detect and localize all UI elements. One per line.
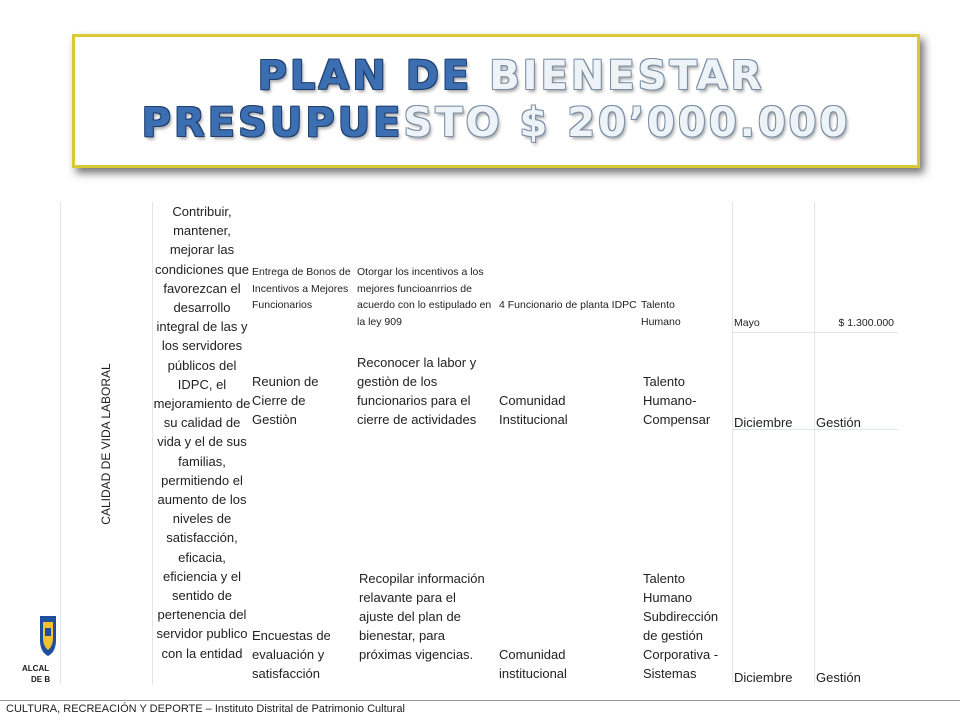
category-label: CALIDAD DE VIDA LABORAL	[99, 363, 113, 525]
title-banner	[72, 34, 920, 168]
row2-responsible: Talento Humano- Compensar	[643, 374, 711, 427]
title-budget-amount: STO $ 20’000.000	[403, 100, 851, 146]
row1-responsible: Talento Humano	[641, 299, 681, 328]
alcaldia-logo	[22, 614, 58, 690]
logo-text-1: ALCAL	[22, 664, 50, 673]
row1-description: Otorgar los incentivos a los mejores funcioanrrios de acuerdo con lo estipulado en la ley 909	[357, 266, 492, 328]
row2-population: Comunidad Institucional	[499, 393, 568, 427]
footer-text: CULTURA, RECREACIÓN Y DEPORTE – Instituto Distrital de Patrimonio Cultural	[6, 703, 405, 715]
title-plan-de: PLAN DE	[257, 53, 473, 99]
title-bienestar: BIENESTAR	[472, 53, 765, 99]
logo-text-2: DE B	[31, 675, 51, 684]
row1-budget: $ 1.300.000	[838, 317, 894, 329]
row3-description: Recopilar información relavante para el ajuste del plan de bienestar, para próximas vigencias.	[359, 571, 485, 662]
row1-population: 4 Funcionario de planta IDPC	[499, 299, 637, 311]
grid-line	[732, 202, 733, 685]
row3-responsible: Talento Humano Subdirección de gestión Corporativa - Sistemas	[643, 571, 719, 681]
plan-table	[60, 202, 898, 685]
footer-divider	[0, 700, 960, 701]
row2-activity: Reunion de Cierre de Gestiòn	[252, 374, 319, 427]
row3-activity: Encuestas de evaluación y satisfacción	[252, 628, 331, 681]
row2-budget: Gestión	[816, 415, 861, 430]
row1-date: Mayo	[734, 317, 760, 329]
row2-date: Diciembre	[734, 415, 793, 430]
row3-population: Comunidad institucional	[499, 647, 567, 681]
title-presupue: PRESUPUE	[141, 100, 404, 146]
objective-text: Contribuir, mantener, mejorar las condiciones que favorezcan el desarrollo integral de las y los servidores públicos del IDPC, el mejoramiento de su calidad de vida y el de sus familias, permitiendo el aumento de los niveles de satisfacción, eficacia, eficiencia y el sentido de pertenencia del servidor publico con la entidad	[153, 204, 251, 661]
grid-line	[732, 332, 898, 333]
grid-line	[814, 202, 815, 685]
row3-budget: Gestión	[816, 670, 861, 685]
shield-icon	[28, 614, 58, 658]
title-line-2	[75, 101, 917, 145]
row2-description: Reconocer la labor y gestiòn de los funcionarios para el cierre de actividades	[357, 355, 477, 427]
title-line-1	[75, 54, 917, 98]
category-cell	[60, 202, 152, 685]
row1-activity: Entrega de Bonos de Incentivos a Mejores Funcionarios	[252, 266, 351, 311]
row3-date: Diciembre	[734, 670, 793, 685]
